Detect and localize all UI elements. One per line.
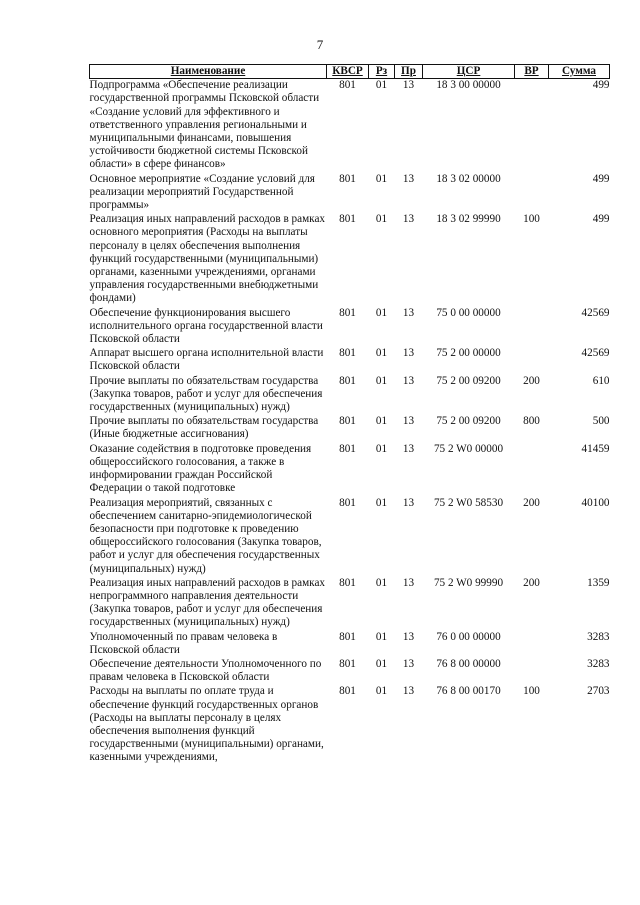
cell-sum: 3283 <box>587 630 610 643</box>
table-row <box>90 685 610 765</box>
table-row <box>90 213 610 306</box>
table-header-row <box>90 65 610 79</box>
cell-name: Прочие выплаты по обязательствам государства (Иные бюджетные ассигнования) <box>89 415 319 441</box>
table-row <box>90 79 610 173</box>
cell-name: Аппарат высшего органа исполнительной власти Псковской области <box>89 347 324 373</box>
cell-vr: 100 <box>523 685 540 698</box>
cell-rz: 01 <box>375 79 388 92</box>
cell-csr: 75 0 00 00000 <box>436 306 501 319</box>
header-vr: ВР <box>515 65 549 79</box>
cell-vr <box>515 658 549 685</box>
cell-sum: 41459 <box>581 442 610 455</box>
cell-rz: 01 <box>375 576 388 589</box>
cell-kvsr: 801 <box>339 374 356 387</box>
cell-name: Реализация иных направлений расходов в рамках непрограммного направления деятельности (Закупка товаров, работ и услуг для обеспечения государственных (муниципальных) нужд) <box>89 576 326 629</box>
cell-rz: 01 <box>375 496 388 509</box>
cell-name: Подпрограмма «Обеспечение реализации государственной программы Псковской области «Создание условий для эффективного и ответственного управления региональными и муниципальными финансами, повышения устойчивости бюджетной системы Псковской области» в сфере финансов» <box>89 79 320 171</box>
table-row <box>90 631 610 658</box>
cell-rz: 01 <box>375 415 388 428</box>
cell-sum: 1359 <box>587 576 610 589</box>
cell-name: Обеспечение функционирования высшего исполнительного органа государственной власти Псковской области <box>89 306 323 346</box>
cell-rz: 01 <box>375 442 388 455</box>
cell-kvsr: 801 <box>339 630 356 643</box>
cell-kvsr: 801 <box>339 347 356 360</box>
cell-kvsr: 801 <box>339 657 356 670</box>
cell-kvsr: 801 <box>339 576 356 589</box>
cell-csr: 75 2 W0 00000 <box>433 442 504 455</box>
cell-kvsr: 801 <box>339 306 356 319</box>
cell-csr: 76 8 00 00170 <box>436 685 501 698</box>
cell-name: Реализация мероприятий, связанных с обеспечением санитарно-эпидемиологической безопасности при подготовке к проведению общероссийского голосования (Закупка товаров, работ и услуг для обеспечения государственных (муниципальных) нужд) <box>89 496 322 575</box>
cell-vr <box>515 347 549 374</box>
table-row <box>90 375 610 416</box>
cell-sum: 2703 <box>587 685 610 698</box>
cell-pr: 13 <box>402 415 415 428</box>
cell-pr: 13 <box>402 496 415 509</box>
table-row <box>90 173 610 214</box>
cell-csr: 75 2 W0 58530 <box>433 496 504 509</box>
cell-csr: 76 0 00 00000 <box>436 630 501 643</box>
cell-vr <box>515 443 549 497</box>
cell-name: Расходы на выплаты по оплате труда и обеспечение функций государственных органов (Расходы на выплаты персоналу в целях обеспечения выполнения функций государственными (муниципальными) органами, казенными учреждениями, <box>89 685 324 764</box>
table-row <box>90 658 610 685</box>
cell-sum: 42569 <box>581 306 610 319</box>
cell-sum: 3283 <box>587 657 610 670</box>
header-kvsr: КВСР <box>327 65 369 79</box>
cell-kvsr: 801 <box>339 496 356 509</box>
cell-kvsr: 801 <box>339 79 356 92</box>
cell-kvsr: 801 <box>339 172 356 185</box>
cell-vr: 200 <box>523 374 540 387</box>
cell-csr: 75 2 00 09200 <box>436 415 501 428</box>
cell-rz: 01 <box>375 213 388 226</box>
cell-name: Прочие выплаты по обязательствам государства (Закупка товаров, работ и услуг для обеспечения государственных (муниципальных) нужд) <box>89 374 323 414</box>
cell-vr: 800 <box>523 415 540 428</box>
page-number: 7 <box>316 37 324 52</box>
cell-vr: 200 <box>523 576 540 589</box>
cell-sum: 499 <box>592 172 610 185</box>
cell-pr: 13 <box>402 685 415 698</box>
cell-sum: 610 <box>592 374 610 387</box>
cell-name: Обеспечение деятельности Уполномоченного по правам человека в Псковской области <box>89 657 322 684</box>
cell-rz: 01 <box>375 347 388 360</box>
cell-pr: 13 <box>402 213 415 226</box>
cell-rz: 01 <box>375 657 388 670</box>
cell-sum: 499 <box>592 213 610 226</box>
cell-csr: 18 3 02 99990 <box>436 213 501 226</box>
table-row <box>90 443 610 497</box>
cell-csr: 75 2 W0 99990 <box>433 576 504 589</box>
cell-kvsr: 801 <box>339 213 356 226</box>
header-name: Наименование <box>90 65 327 79</box>
cell-name: Уполномоченный по правам человека в Псковской области <box>89 630 278 656</box>
cell-kvsr: 801 <box>339 442 356 455</box>
table-row <box>90 415 610 442</box>
cell-name: Реализация иных направлений расходов в рамках основного мероприятия (Расходы на выплаты персоналу в целях обеспечения выполнения функций государственными (муниципальными) органами, казенными учреждениями, органами управления государственными внебюджетными фондами) <box>89 213 326 305</box>
cell-sum: 499 <box>592 79 610 92</box>
budget-table <box>89 64 610 766</box>
cell-csr: 75 2 00 00000 <box>436 347 501 360</box>
cell-csr: 75 2 00 09200 <box>436 374 501 387</box>
table-row <box>90 497 610 577</box>
cell-csr: 18 3 00 00000 <box>436 79 501 92</box>
cell-csr: 18 3 02 00000 <box>436 172 501 185</box>
cell-pr: 13 <box>402 442 415 455</box>
cell-pr: 13 <box>402 630 415 643</box>
cell-name: Основное мероприятие «Создание условий для реализации мероприятий Государственной программы» <box>89 172 315 212</box>
cell-rz: 01 <box>375 630 388 643</box>
cell-rz: 01 <box>375 172 388 185</box>
cell-pr: 13 <box>402 374 415 387</box>
table-row <box>90 307 610 348</box>
cell-vr: 100 <box>523 213 540 226</box>
cell-pr: 13 <box>402 576 415 589</box>
cell-rz: 01 <box>375 374 388 387</box>
cell-rz: 01 <box>375 306 388 319</box>
table-body <box>90 79 610 766</box>
cell-pr: 13 <box>402 347 415 360</box>
header-sum: Сумма <box>549 65 610 79</box>
cell-kvsr: 801 <box>339 415 356 428</box>
cell-csr: 76 8 00 00000 <box>436 657 501 670</box>
cell-vr <box>515 307 549 348</box>
cell-pr: 13 <box>402 79 415 92</box>
header-csr: ЦСР <box>423 65 515 79</box>
header-pr: Пр <box>395 65 423 79</box>
cell-name: Оказание содействия в подготовке проведения общероссийского голосования, а также в информировании граждан Российской Федерации о такой подготовке <box>89 442 312 495</box>
cell-vr <box>515 631 549 658</box>
cell-kvsr: 801 <box>339 685 356 698</box>
table-row <box>90 347 610 374</box>
table-row <box>90 577 610 631</box>
cell-vr: 200 <box>523 496 540 509</box>
cell-pr: 13 <box>402 657 415 670</box>
cell-vr <box>515 173 549 214</box>
cell-pr: 13 <box>402 172 415 185</box>
cell-sum: 42569 <box>581 347 610 360</box>
cell-sum: 40100 <box>581 496 610 509</box>
cell-rz: 01 <box>375 685 388 698</box>
cell-pr: 13 <box>402 306 415 319</box>
header-rz: Рз <box>369 65 395 79</box>
cell-vr <box>515 79 549 173</box>
cell-sum: 500 <box>592 415 610 428</box>
